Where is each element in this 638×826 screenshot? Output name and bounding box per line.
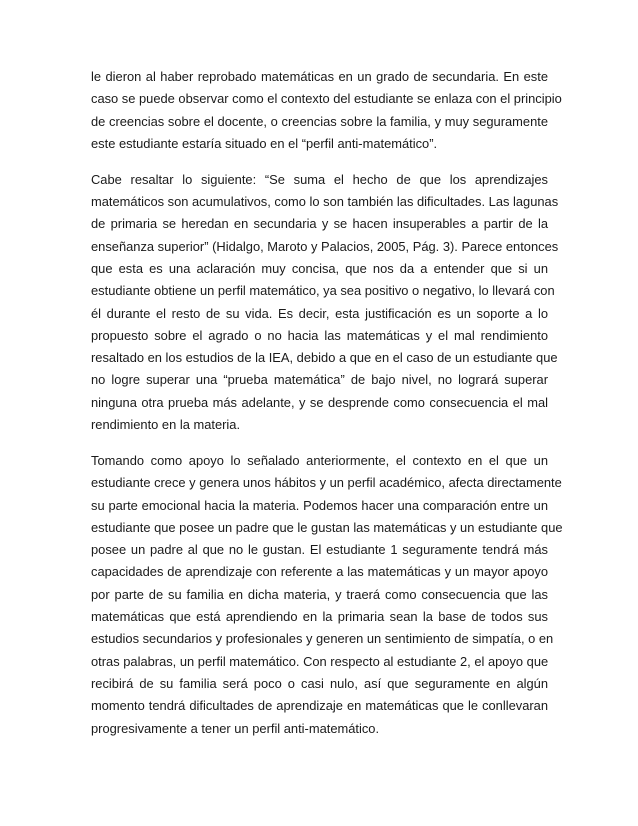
text-line: ninguna otra prueba más adelante, y se desprende como consecuencia el mal (91, 394, 548, 410)
text-line: matemáticas que está aprendiendo en la primaria sean la base de todos sus (91, 609, 548, 625)
text-line: capacidades de aprendizaje con referente a las matemáticas y un mayor apoyo (91, 564, 548, 580)
paragraph-1 (91, 66, 562, 155)
text-line: posee un padre al que no le gustan. El estudiante 1 seguramente tendrá más (91, 542, 548, 558)
text-line: Cabe resaltar lo siguiente: “Se suma el hecho de que los aprendizajes (91, 171, 548, 187)
text-line: de creencias sobre el docente, o creencias sobre la familia, y muy seguramente (91, 113, 548, 129)
text-line: no logre superar una “prueba matemática” de bajo nivel, no logrará superar (91, 372, 548, 388)
text-line: recibirá de su familia será poco o casi nulo, así que seguramente en algún (91, 675, 548, 691)
text-line: rendimiento en la materia. (91, 417, 241, 433)
text-line: estudiante crece y genera unos hábitos y un perfil académico, afecta directamente (91, 475, 562, 491)
text-line: le dieron al haber reprobado matemáticas en un grado de secundaria. En este (91, 69, 548, 84)
text-line: estudiante obtiene un perfil matemático, ya sea positivo o negativo, lo llevará con (91, 283, 555, 299)
text-line: estudios secundarios y profesionales y generen un sentimiento de simpatía, o en (91, 631, 554, 647)
text-line: él durante el resto de su vida. Es decir, esta justificación es un soporte a lo (91, 305, 548, 321)
text-line: de primaria se heredan en secundaria y se hacen insuperables a partir de la (91, 216, 548, 232)
text-line: que esta es una aclaración muy concisa, que nos da a entender que si un (91, 260, 548, 276)
text-line: resaltado en los estudios de la IEA, debido a que en el caso de un estudiante que (91, 350, 558, 366)
text-line: caso se puede observar como el contexto del estudiante se enlaza con el principio (91, 91, 562, 107)
paragraph-3 (91, 450, 563, 740)
text-line: por parte de su familia en dicha materia, y traerá como consecuencia que las (91, 586, 548, 602)
text-line: progresivamente a tener un perfil anti-matemático. (91, 720, 380, 736)
text-line: este estudiante estaría situado en el “perfil anti-matemático”. (91, 135, 438, 151)
text-line: matemáticos son acumulativos, como lo son también las dificultades. Las lagunas (91, 194, 559, 210)
body-text (91, 66, 563, 753)
text-line: momento tendrá dificultades de aprendizaje en matemáticas que le conllevaran (91, 698, 548, 714)
text-line: otras palabras, un perfil matemático. Con respecto al estudiante 2, el apoyo que (91, 653, 549, 669)
text-line: Tomando como apoyo lo señalado anteriormente, el contexto en el que un (91, 452, 548, 468)
text-line: propuesto sobre el agrado o no hacia las matemáticas y el mal rendimiento (91, 327, 548, 343)
text-line: enseñanza superior” (Hidalgo, Maroto y Palacios, 2005, Pág. 3). Parece entonces (91, 238, 559, 254)
paragraph-2 (91, 169, 559, 437)
text-line: su parte emocional hacia la materia. Podemos hacer una comparación entre un (91, 497, 548, 513)
text-line: estudiante que posee un padre que le gustan las matemáticas y un estudiante que (91, 519, 563, 535)
